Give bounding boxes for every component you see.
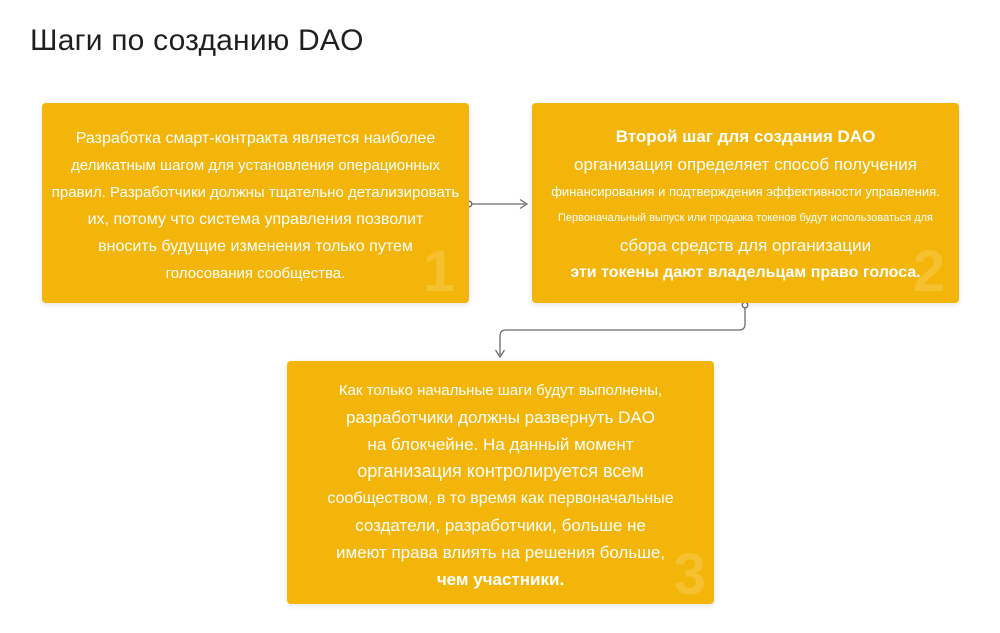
step-3-line-2: разработчики должны развернуть DAO (345, 408, 655, 427)
step-2-line-3: финансирования и подтверждения эффективности управления. (551, 184, 940, 199)
step-2-number: 2 (912, 239, 945, 303)
step-3-line-5: сообществом, в то время как первоначальные (327, 490, 674, 507)
step-1-line-2: деликатным шагом для установления операционных (70, 157, 440, 174)
step-1-line-1: Разработка смарт-контракта является наиболее (75, 130, 436, 147)
connector-2-to-3 (496, 302, 748, 357)
step-1-line-6: голосования сообщества. (165, 265, 346, 282)
step-2-line-4: Первоначальный выпуск или продажа токенов будут использоваться для (557, 212, 934, 224)
step-3-line-8: чем участники. (436, 570, 565, 589)
step-2-line-6: эти токены дают владельцам право голоса. (570, 264, 921, 281)
step-1-line-5: вносить будущие изменения только путем (98, 238, 413, 255)
step-3-line-1: Как только начальные шаги будут выполнены, (338, 382, 663, 399)
step-3-line-3: на блокчейне. На данный момент (367, 435, 634, 454)
step-1-number: 1 (422, 239, 455, 303)
step-2-line-1: Второй шаг для создания DAO (615, 127, 876, 146)
page-title: Шаги по созданию DAO (30, 24, 364, 57)
step-3-number: 3 (673, 542, 706, 604)
step-3-line-7: имеют права влиять на решения больше, (335, 543, 666, 562)
step-1-line-3: правил. Разработчики должны тщательно детализировать (51, 184, 460, 201)
step-2-card (532, 103, 959, 303)
connector-1-to-2 (466, 200, 527, 209)
step-3-line-6: создатели, разработчики, больше не (355, 516, 646, 535)
step-3-line-4: организация контролируется всем (357, 461, 644, 481)
step-1-card (42, 103, 469, 303)
step-3-card (287, 361, 714, 604)
step-2-line-2: организация определяет способ получения (574, 155, 917, 174)
step-1-line-4: их, потому что система управления позволит (87, 211, 424, 228)
step-2-line-5: сбора средств для организации (619, 236, 872, 255)
